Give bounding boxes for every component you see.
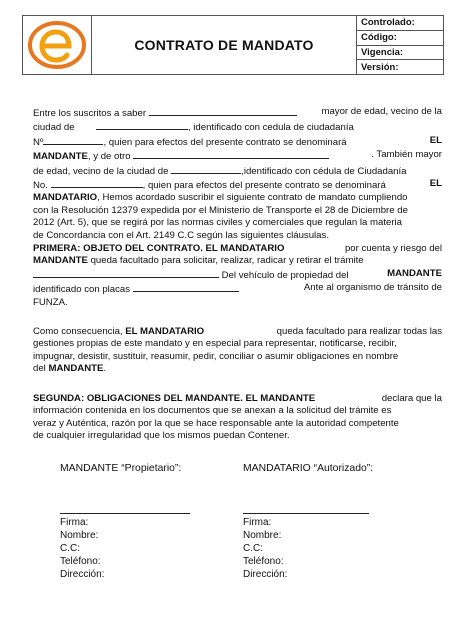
intro-line: MANDANTE, y de otro . También mayor [33,149,442,163]
intro-line: No. , quien para efectos del presente contrato se denominará EL [33,178,442,192]
intro-line: 2012 (Art. 5), que se regirá por las normas civiles y comerciales que regulan la materia [33,217,402,229]
signature-line [243,499,369,514]
intro-line: Nº , quien para efectos del presente contrato se denominará EL [33,134,442,148]
blank-line [171,164,241,174]
meta-controlado: Controlado: [357,16,443,31]
intro-line: con la Resolución 12379 expedida por el Ministerio de Transporte el 28 de Diciembre de [33,204,408,216]
blank-line [33,268,219,278]
intro-paragraph [33,106,442,242]
blank-line [96,120,188,130]
blank-line [51,178,143,188]
clause-line: identificado con placas Ante al organismo de tránsito de [33,282,442,296]
blank-line [43,135,103,145]
clause-line: MANDANTE queda facultado para solicitar, realizar, radicar y retirar el trámite [33,255,364,267]
clause-line: FUNZA. [33,296,68,308]
consequence-paragraph [33,326,442,376]
clause-segunda [33,393,442,443]
signature-field-nombre: Nombre: [243,530,282,541]
blank-line [149,106,297,116]
clause-primera [33,243,442,309]
clause-line: PRIMERA: OBJETO DEL CONTRATO. EL MANDATARIO por cuenta y riesgo del [33,243,442,254]
signature-block-mandatario [243,462,374,581]
blank-line [133,282,239,292]
document-control-table [357,16,443,74]
clause-line: gestiones propias de este mandato y en especial para representar, notificarse, recibir, [33,338,397,350]
intro-line: MANDATARIO, Hemos acordado suscribir el siguiente contrato de mandato cumpliendo [33,192,408,204]
signature-field-direccion: Dirección: [243,569,288,580]
document-title: CONTRATO DE MANDATO [92,16,357,74]
intro-line: Entre los suscritos a saber mayor de edad, vecino de la [33,106,442,119]
company-logo-icon [28,20,86,70]
clause-line: impugnar, desistir, sustituir, reasumir, pedir, conciliar o asumir obligaciones en nombre [33,350,399,362]
signature-field-firma: Firma: [60,517,89,528]
meta-vigencia: Vigencia: [357,46,443,61]
signature-field-telefono: Teléfono: [60,556,101,567]
meta-version: Versión: [361,61,399,73]
clause-line: SEGUNDA: OBLIGACIONES DEL MANDANTE. EL MANDANTE declara que la [33,393,442,404]
intro-line: de edad, vecino de la ciudad de ,identificado con cédula de Ciudadanía [33,165,407,177]
blank-line [133,149,329,159]
signature-line [60,499,190,514]
signature-field-cc: C.C: [243,543,263,554]
clause-line: Como consecuencia, EL MANDATARIO queda facultado para realizar todas las [33,326,442,337]
signature-field-telefono: Teléfono: [243,556,284,567]
clause-line: del MANDANTE. [33,363,107,375]
meta-codigo: Código: [357,31,443,46]
clause-line: de cualquier irregularidad que los mismos puedan Contener. [33,430,290,442]
signature-title-mandatario: MANDATARIO “Autorizado”: [243,463,374,474]
signature-block-mandante [60,462,190,581]
intro-line: ciudad de , identificado con cedula de ciudadanía [33,122,354,134]
document-header [22,15,444,75]
logo-cell [23,16,92,74]
clause-line: información contenida en los documentos que se anexan a la solicitud del trámite es [33,405,392,417]
intro-line: de Concordancia con el Art. 2149 C.C según las siguientes cláusulas. [33,229,329,241]
signature-field-direccion: Dirección: [60,569,105,580]
signature-field-nombre: Nombre: [60,530,99,541]
clause-line: veraz y Auténtica, razón por la que se hace responsable ante la autoridad competente [33,417,399,429]
signature-field-firma: Firma: [243,517,272,528]
clause-line: Del vehículo de propiedad del MANDANTE [33,268,442,282]
signature-title-mandante: MANDANTE “Propietario”: [60,463,182,474]
signature-field-cc: C.C: [60,543,80,554]
